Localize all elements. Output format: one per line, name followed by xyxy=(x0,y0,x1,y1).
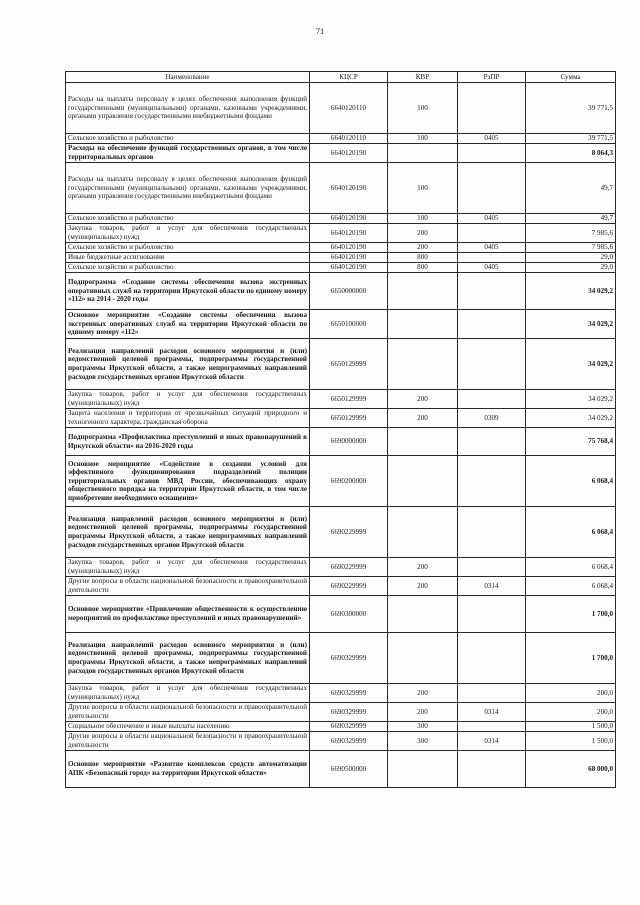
cell-name: Социальное обеспечение и иные выплаты населению xyxy=(66,722,310,732)
table-row xyxy=(66,633,616,684)
cell-rzpr xyxy=(458,751,526,788)
cell-sum: 1 700,0 xyxy=(526,633,616,684)
table-row xyxy=(66,273,616,310)
cell-name: Закупка товаров, работ и услуг для обеспечения государственных (муниципальных) нужд xyxy=(66,224,310,243)
cell-sum: 29,0 xyxy=(526,263,616,273)
cell-sum: 6 068,4 xyxy=(526,558,616,577)
cell-kvr xyxy=(388,339,458,390)
cell-kvr: 100 xyxy=(388,83,458,134)
table-row xyxy=(66,456,616,507)
header-kvr: КВР xyxy=(388,72,458,83)
cell-kvr xyxy=(388,633,458,684)
cell-name: Расходы на обеспечение функций государственных органов, в том числе территориальных органов xyxy=(66,144,310,163)
cell-name: Подпрограмма «Создание системы обеспечения вызова экстренных оперативных служб на территории Иркутской области по единому номеру «112» на 2014 - 2020 годы xyxy=(66,273,310,310)
cell-sum: 34 029,2 xyxy=(526,409,616,428)
table-body xyxy=(66,83,616,788)
cell-rzpr: 0314 xyxy=(458,732,526,751)
cell-rzpr xyxy=(458,684,526,703)
cell-kvr xyxy=(388,144,458,163)
cell-rzpr: 0309 xyxy=(458,409,526,428)
cell-kvr: 200 xyxy=(388,224,458,243)
cell-name: Расходы на выплаты персоналу в целях обеспечения выполнения функций государственными (муниципальными) органами, казенными учреждениями, органами управления государственными внебюджетными фондами xyxy=(66,83,310,134)
cell-name: Основное мероприятие «Развитие комплексов средств автоматизации АПК «Безопасный город» на территории Иркутской области» xyxy=(66,751,310,788)
cell-kcsr: 6690000000 xyxy=(310,428,388,456)
cell-kvr xyxy=(388,428,458,456)
cell-rzpr xyxy=(458,253,526,263)
cell-sum: 1 700,0 xyxy=(526,596,616,633)
cell-name: Основное мероприятие «Привлечение общественности к осуществлению мероприятий по профилактике преступлений и иных правонарушений» xyxy=(66,596,310,633)
table-row xyxy=(66,751,616,788)
cell-kcsr: 6640120190 xyxy=(310,253,388,263)
cell-kcsr: 6650129999 xyxy=(310,409,388,428)
cell-sum: 200,0 xyxy=(526,703,616,722)
cell-kcsr: 6650129999 xyxy=(310,339,388,390)
cell-sum: 200,0 xyxy=(526,684,616,703)
header-sum: Сумма xyxy=(526,72,616,83)
cell-kvr: 200 xyxy=(388,390,458,409)
cell-kvr xyxy=(388,751,458,788)
cell-sum: 39 771,5 xyxy=(526,134,616,144)
table-row xyxy=(66,577,616,596)
cell-rzpr xyxy=(458,163,526,214)
table-row xyxy=(66,214,616,224)
table-row xyxy=(66,428,616,456)
cell-name: Сельское хозяйство и рыболовство xyxy=(66,214,310,224)
cell-kvr: 800 xyxy=(388,263,458,273)
cell-rzpr: 0405 xyxy=(458,243,526,253)
cell-kvr xyxy=(388,596,458,633)
cell-kvr xyxy=(388,456,458,507)
cell-sum: 49,7 xyxy=(526,214,616,224)
cell-kvr: 200 xyxy=(388,409,458,428)
cell-rzpr xyxy=(458,596,526,633)
table-row xyxy=(66,253,616,263)
cell-kcsr: 6640120190 xyxy=(310,243,388,253)
cell-kcsr: 6690200000 xyxy=(310,456,388,507)
cell-name: Другие вопросы в области национальной безопасности и правоохранительной деятельности xyxy=(66,703,310,722)
cell-sum: 1 500,0 xyxy=(526,722,616,732)
cell-kcsr: 6690329999 xyxy=(310,684,388,703)
cell-kcsr: 6640120110 xyxy=(310,134,388,144)
cell-rzpr: 0405 xyxy=(458,214,526,224)
budget-table xyxy=(65,71,616,788)
cell-rzpr xyxy=(458,428,526,456)
cell-sum: 6 068,4 xyxy=(526,507,616,558)
cell-kcsr: 6640120190 xyxy=(310,163,388,214)
cell-kcsr: 6690500000 xyxy=(310,751,388,788)
cell-sum: 29,0 xyxy=(526,253,616,263)
table-row xyxy=(66,507,616,558)
cell-name: Реализация направлений расходов основного мероприятия и (или) ведомственной целевой программы, подпрограммы государственной программы Иркутской области, а также непрограммных направлений расходов государственных органов Иркутской области xyxy=(66,339,310,390)
table-row xyxy=(66,224,616,243)
cell-sum: 34 029,2 xyxy=(526,339,616,390)
cell-rzpr xyxy=(458,507,526,558)
cell-sum: 1 500,0 xyxy=(526,732,616,751)
cell-rzpr xyxy=(458,456,526,507)
cell-sum: 39 771,5 xyxy=(526,83,616,134)
cell-kvr: 200 xyxy=(388,243,458,253)
cell-kcsr: 6640120190 xyxy=(310,263,388,273)
cell-sum: 6 068,4 xyxy=(526,577,616,596)
cell-sum: 8 064,3 xyxy=(526,144,616,163)
cell-sum: 49,7 xyxy=(526,163,616,214)
cell-name: Иные бюджетные ассигнования xyxy=(66,253,310,263)
cell-name: Реализация направлений расходов основного мероприятия и (или) ведомственной целевой программы, подпрограммы государственной программы Иркутской области, а также непрограммных направлений расходов государственных органов Иркутской области xyxy=(66,633,310,684)
cell-rzpr xyxy=(458,390,526,409)
cell-name: Сельское хозяйство и рыболовство xyxy=(66,134,310,144)
cell-sum: 75 768,4 xyxy=(526,428,616,456)
cell-rzpr xyxy=(458,722,526,732)
cell-name: Закупка товаров, работ и услуг для обеспечения государственных (муниципальных) нужд xyxy=(66,390,310,409)
cell-kcsr: 6690329999 xyxy=(310,722,388,732)
cell-sum: 34 029,2 xyxy=(526,273,616,310)
cell-name: Защита населения и территории от чрезвычайных ситуаций природного и техногенного характера, гражданская оборона xyxy=(66,409,310,428)
cell-kvr: 200 xyxy=(388,577,458,596)
table-row xyxy=(66,684,616,703)
table-row xyxy=(66,144,616,163)
cell-name: Реализация направлений расходов основного мероприятия и (или) ведомственной целевой программы, подпрограммы государственной программы Иркутской области, а также непрограммных направлений расходов государственных органов Иркутской области xyxy=(66,507,310,558)
header-kcsr: КЦСР xyxy=(310,72,388,83)
cell-rzpr: 0405 xyxy=(458,263,526,273)
cell-kvr: 200 xyxy=(388,703,458,722)
cell-kcsr: 6650100000 xyxy=(310,310,388,339)
table-row xyxy=(66,339,616,390)
cell-kcsr: 6650000000 xyxy=(310,273,388,310)
table-row xyxy=(66,390,616,409)
cell-rzpr xyxy=(458,144,526,163)
cell-kvr: 100 xyxy=(388,134,458,144)
cell-kcsr: 6640120190 xyxy=(310,214,388,224)
table-row xyxy=(66,409,616,428)
cell-rzpr xyxy=(458,83,526,134)
cell-rzpr: 0405 xyxy=(458,134,526,144)
cell-kvr xyxy=(388,310,458,339)
cell-sum: 34 029,2 xyxy=(526,390,616,409)
cell-kcsr: 6650129999 xyxy=(310,390,388,409)
cell-kvr: 800 xyxy=(388,253,458,263)
cell-kcsr: 6690229999 xyxy=(310,507,388,558)
cell-kvr: 300 xyxy=(388,722,458,732)
cell-kvr: 100 xyxy=(388,163,458,214)
cell-name: Сельское хозяйство и рыболовство xyxy=(66,243,310,253)
header-rzpr: РзПР xyxy=(458,72,526,83)
cell-rzpr xyxy=(458,224,526,243)
cell-kvr: 300 xyxy=(388,732,458,751)
cell-sum: 6 068,4 xyxy=(526,456,616,507)
cell-sum: 34 029,2 xyxy=(526,310,616,339)
page-number: 71 xyxy=(315,26,325,36)
cell-rzpr xyxy=(458,633,526,684)
cell-kcsr: 6640120190 xyxy=(310,224,388,243)
table-row xyxy=(66,134,616,144)
cell-kcsr: 6690229999 xyxy=(310,558,388,577)
cell-rzpr: 0314 xyxy=(458,577,526,596)
cell-rzpr: 0314 xyxy=(458,703,526,722)
cell-kcsr: 6690329999 xyxy=(310,703,388,722)
table-row xyxy=(66,83,616,134)
cell-kcsr: 6640120110 xyxy=(310,83,388,134)
cell-name: Сельское хозяйство и рыболовство xyxy=(66,263,310,273)
table-row xyxy=(66,703,616,722)
cell-name: Закупка товаров, работ и услуг для обеспечения государственных (муниципальных) нужд xyxy=(66,558,310,577)
table-row xyxy=(66,243,616,253)
cell-kcsr: 6690229999 xyxy=(310,577,388,596)
table-row xyxy=(66,263,616,273)
table-row xyxy=(66,310,616,339)
cell-kvr: 200 xyxy=(388,558,458,577)
cell-kvr: 200 xyxy=(388,684,458,703)
cell-sum: 7 985,6 xyxy=(526,243,616,253)
cell-kcsr: 6690300000 xyxy=(310,596,388,633)
cell-rzpr xyxy=(458,273,526,310)
cell-name: Подпрограмма «Профилактика преступлений и иных правонарушений в Иркутской области» на 2016-2020 годы xyxy=(66,428,310,456)
table-row xyxy=(66,558,616,577)
cell-kcsr: 6690329999 xyxy=(310,732,388,751)
cell-kcsr: 6690329999 xyxy=(310,633,388,684)
table-row xyxy=(66,732,616,751)
cell-rzpr xyxy=(458,558,526,577)
cell-kcsr: 6640120190 xyxy=(310,144,388,163)
table-row xyxy=(66,722,616,732)
cell-name: Закупка товаров, работ и услуг для обеспечения государственных (муниципальных) нужд xyxy=(66,684,310,703)
cell-kvr: 100 xyxy=(388,214,458,224)
cell-sum: 7 985,6 xyxy=(526,224,616,243)
cell-name: Расходы на выплаты персоналу в целях обеспечения выполнения функций государственными (муниципальными) органами, казенными учреждениями, органами управления государственными внебюджетными фондами xyxy=(66,163,310,214)
table-header-row xyxy=(66,72,616,83)
cell-kvr xyxy=(388,273,458,310)
cell-name: Основное мероприятие «Содействие в создании условий для эффективного функционирования подразделений полиции территориальных органов МВД России, обеспечивающих охрану общественного порядка на территории Иркутской области, в том числе приобретение необходимого оснащения» xyxy=(66,456,310,507)
cell-name: Другие вопросы в области национальной безопасности и правоохранительной деятельности xyxy=(66,732,310,751)
table-row xyxy=(66,596,616,633)
cell-name: Другие вопросы в области национальной безопасности и правоохранительной деятельности xyxy=(66,577,310,596)
cell-sum: 68 000,0 xyxy=(526,751,616,788)
cell-name: Основное мероприятие «Создание системы обеспечения вызова экстренных оперативных служб на территории Иркутской области по единому номеру «112» xyxy=(66,310,310,339)
table-row xyxy=(66,163,616,214)
cell-rzpr xyxy=(458,339,526,390)
header-name: Наименование xyxy=(66,72,310,83)
cell-kvr xyxy=(388,507,458,558)
cell-rzpr xyxy=(458,310,526,339)
